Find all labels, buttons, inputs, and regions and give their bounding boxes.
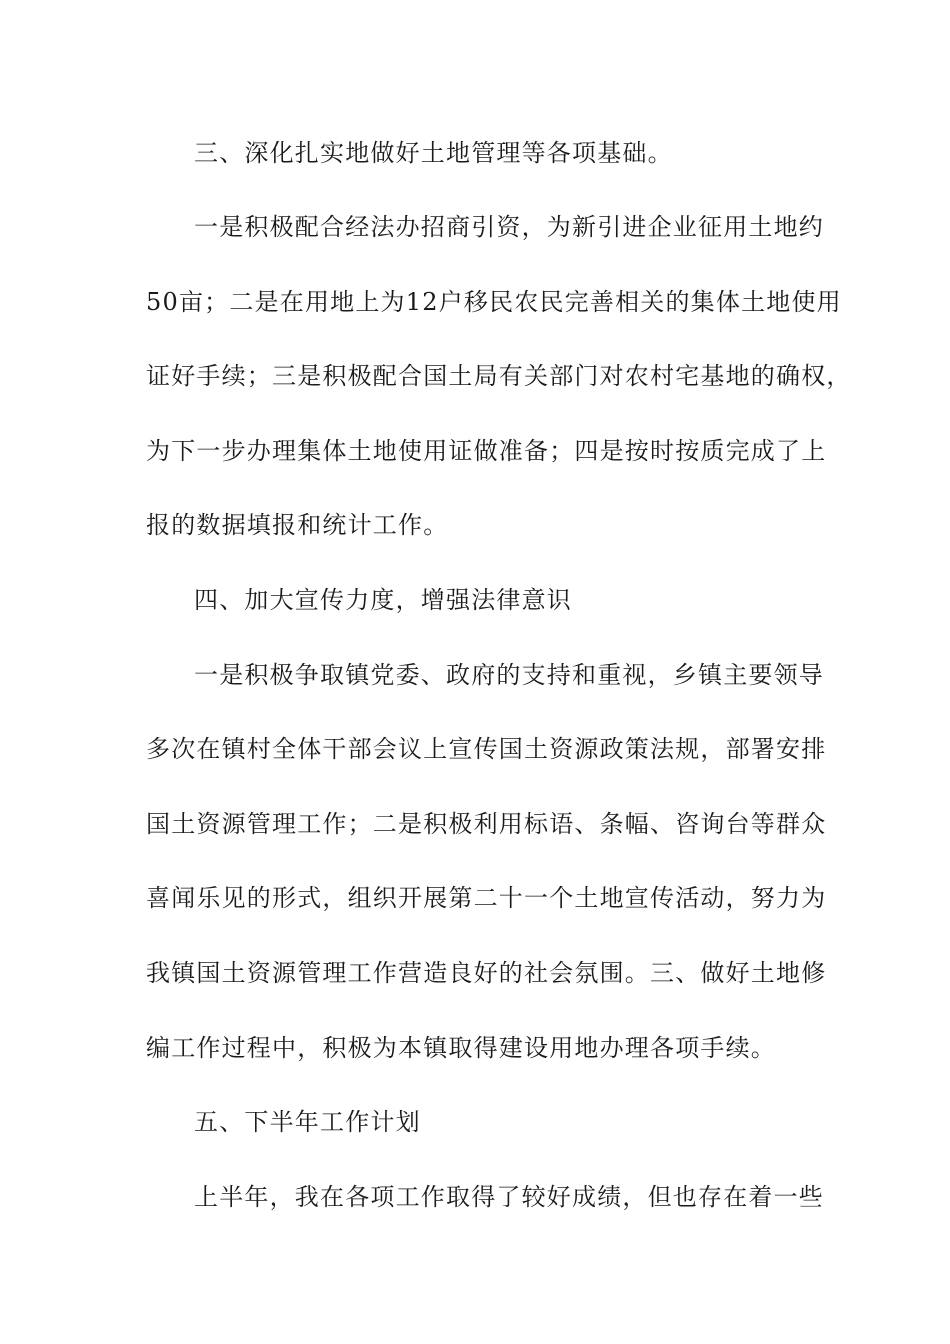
paragraph-line: 国土资源管理工作；二是积极利用标语、条幅、咨询台等群众 [146,810,827,838]
paragraph-line: 编工作过程中，积极为本镇取得建设用地办理各项手续。 [146,1034,776,1062]
paragraph-line: 喜闻乐见的形式，组织开展第二十一个土地宣传活动，努力为 [146,884,827,912]
section-heading-3: 三、深化扎实地做好土地管理等各项基础。 [194,139,673,167]
paragraph-line: 证好手续；三是积极配合国土局有关部门对农村宅基地的确权， [146,362,852,390]
section-heading-4: 四、加大宣传力度，增强法律意识 [194,586,572,614]
paragraph-line: 报的数据填报和统计工作。 [146,511,449,539]
paragraph-line: 多次在镇村全体干部会议上宣传国土资源政策法规，部署安排 [146,735,827,763]
paragraph-line: 上半年，我在各项工作取得了较好成绩，但也存在着一些 [194,1183,824,1211]
paragraph-line: 一是积极争取镇党委、政府的支持和重视，乡镇主要领导 [194,661,824,689]
paragraph-line: 为下一步办理集体土地使用证做准备；四是按时按质完成了上 [146,437,827,465]
paragraph-line: 50亩；二是在用地上为12户移民农民完善相关的集体土地使用 [146,288,842,316]
paragraph-line: 我镇国土资源管理工作营造良好的社会氛围。三、做好土地修 [146,959,827,987]
paragraph-line: 一是积极配合经法办招商引资，为新引进企业征用土地约 [194,213,824,241]
section-heading-5: 五、下半年工作计划 [194,1108,421,1136]
